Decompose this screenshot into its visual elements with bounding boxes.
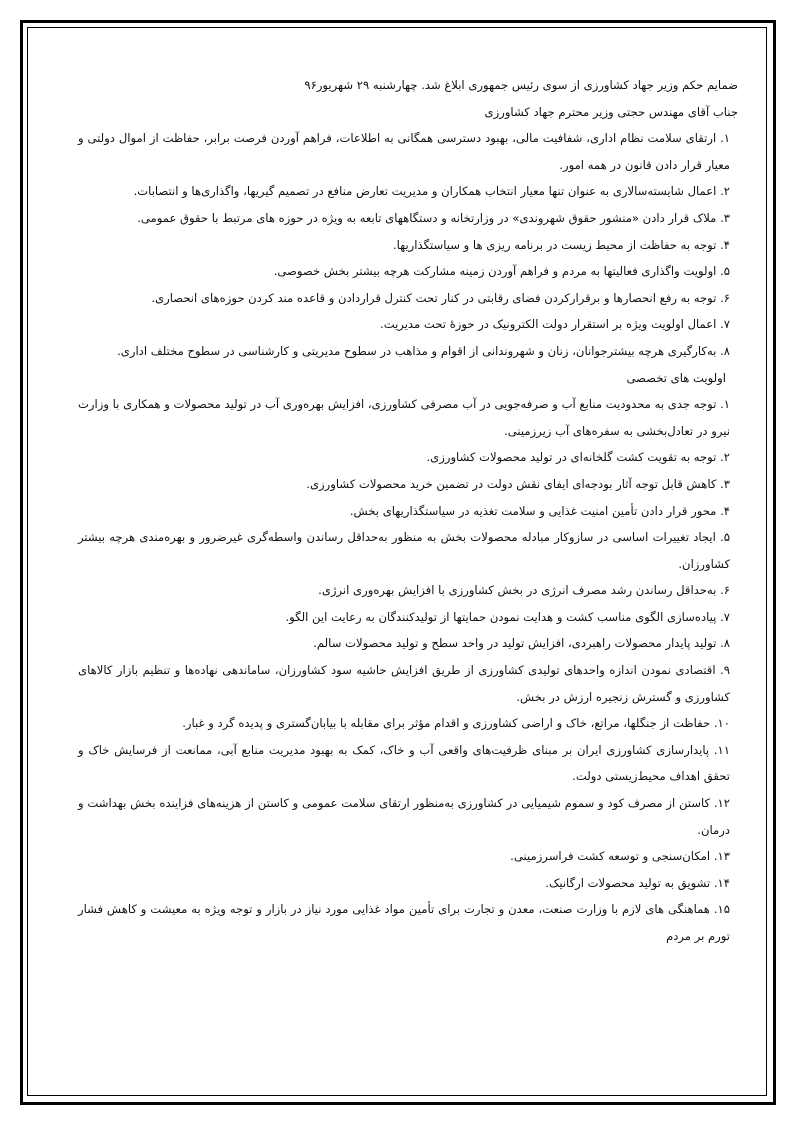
list-item: ۱۳. امکان‌سنجی و توسعه کشت فراسرزمینی.	[510, 849, 730, 864]
list-item: ۴. توجه به حفاظت از محیط زیست در برنامه ریزی ها و سیاستگذاریها.	[392, 237, 730, 252]
list-item: ۱۲. کاستن از مصرف کود و سموم شیمیایی در کشاورزی به‌منظور ارتقای سلامت عمومی و کاستن از هزینه‌های فزاینده بخش بهداشت و درمان.	[78, 796, 730, 837]
list-item: ۱۵. هماهنگی های لازم با وزارت صنعت، معدن و تجارت برای تأمین مواد غذایی مورد نیاز در بازار و توجه ویژه به معیشت و کاهش فشار تورم بر مردم	[78, 902, 730, 943]
list-item: ۳. ملاک قرار دادن «منشور حقوق شهروندی» در وزارتخانه و دستگاههای تابعه به ویژه در حوزه های مرتبط با حقوق عمومی.	[137, 210, 730, 225]
document-title: ضمایم حکم وزیر جهاد کشاورزی از سوی رئیس جمهوری ابلاغ شد. چهارشنبه ۲۹ شهریور۹۶	[304, 78, 738, 92]
specialized-priorities-list	[78, 391, 738, 949]
list-item: ۷. پیاده‌سازی الگوی مناسب کشت و هدایت نمودن حمایتها از تولیدکنندگان به رعایت این الگو.	[285, 609, 730, 624]
list-item: ۲. اعمال شایسته‌سالاری به عنوان تنها معیار انتخاب همکاران و مدیریت تعارض منافع در تصمیم گیریها، واگذاری‌ها و انتصابات.	[133, 184, 730, 199]
list-item: ۶. به‌حداقل رساندن رشد مصرف انرژی در بخش کشاورزی با افزایش بهره‌وری انرژی.	[318, 583, 730, 598]
list-item: ۲. توجه به تقویت کشت گلخانه‌ای در تولید محصولات کشاورزی.	[426, 450, 730, 465]
general-priorities-list	[78, 125, 738, 364]
list-item: ۴. محور قرار دادن تأمین امنیت غذایی و سلامت تغذیه در سیاستگذاریهای بخش.	[349, 503, 730, 518]
list-item: ۱۴. تشویق به تولید محصولات ارگانیک.	[545, 875, 730, 890]
list-item: ۹. اقتصادی نمودن اندازه واحدهای تولیدی کشاورزی از طریق افزایش حاشیه سود کشاورزان، ساماندهی نهاده‌ها و تنظیم بازار کالاهای کشاورزی و گسترش زنجیره ارزش در بخش.	[78, 663, 730, 704]
list-item: ۱. ارتقای سلامت نظام اداری، شفافیت مالی، بهبود دسترسی همگانی به اطلاعات، فراهم آوردن فرصت برابر، حفاظت از اموال دولتی و معیار قرار دادن قانون در همه امور.	[78, 131, 730, 172]
list-item: ۵. ایجاد تغییرات اساسی در سازوکار مبادله محصولات بخش به منظور به‌حداقل رساندن واسطه‌گری غیرضرور و بهره‌مندی هرچه بیشتر کشاورزان.	[78, 530, 730, 571]
list-item: ۱۰. حفاظت از جنگلها، مراتع، خاک و اراضی کشاورزی و اقدام مؤثر برای مقابله با بیابان‌گستری و پدیده گرد و غبار.	[182, 716, 730, 731]
list-item: ۶. توجه به رفع انحصارها و برقرارکردن فضای رقابتی در کنار تحت کنترل قراردادن و قاعده مند کردن حوزه‌های انحصاری.	[151, 290, 730, 305]
list-item: ۱. توجه جدی به محدودیت منابع آب و صرفه‌جویی در آب مصرفی کشاورزی، افزایش بهره‌وری آب در تولید محصولات و همکاری با وزارت نیرو در تعادل‌بخشی به سفره‌های آب زیرزمینی.	[78, 397, 730, 438]
list-item: ۸. به‌کارگیری هرچه بیشترجوانان، زنان و شهروندانی از اقوام و مذاهب در سطوح مدیریتی و کارشناسی در سطوح مختلف اداری.	[117, 343, 730, 358]
specialized-priorities-heading: اولویت های تخصصی	[626, 370, 726, 385]
addressee-line: جناب آقای مهندس حجتی وزیر محترم جهاد کشاورزی	[484, 104, 738, 119]
list-item: ۱۱. پایدارسازی کشاورزی ایران بر مبنای ظرفیت‌های واقعی آب و خاک، کمک به بهبود مدیریت منابع آبی، ممانعت از فرسایش خاک و تحقق اهداف محیط‌زیستی دولت.	[78, 742, 730, 784]
list-item: ۵. اولویت واگذاری فعالیتها به مردم و فراهم آوردن زمینه مشارکت هرچه بیشتر بخش خصوصی.	[273, 264, 730, 279]
list-item: ۳. کاهش قابل توجه آثار بودجه‌ای ایفای نقش دولت در تضمین خرید محصولات کشاورزی.	[306, 476, 730, 491]
list-item: ۸. تولید پایدار محصولات راهبردی، افزایش تولید در واحد سطح و تولید محصولات سالم.	[313, 636, 730, 651]
document-body	[78, 72, 738, 950]
list-item: ۷. اعمال اولویت ویژه بر استقرار دولت الکترونیک در حوزهٔ تحت مدیریت.	[380, 317, 730, 332]
